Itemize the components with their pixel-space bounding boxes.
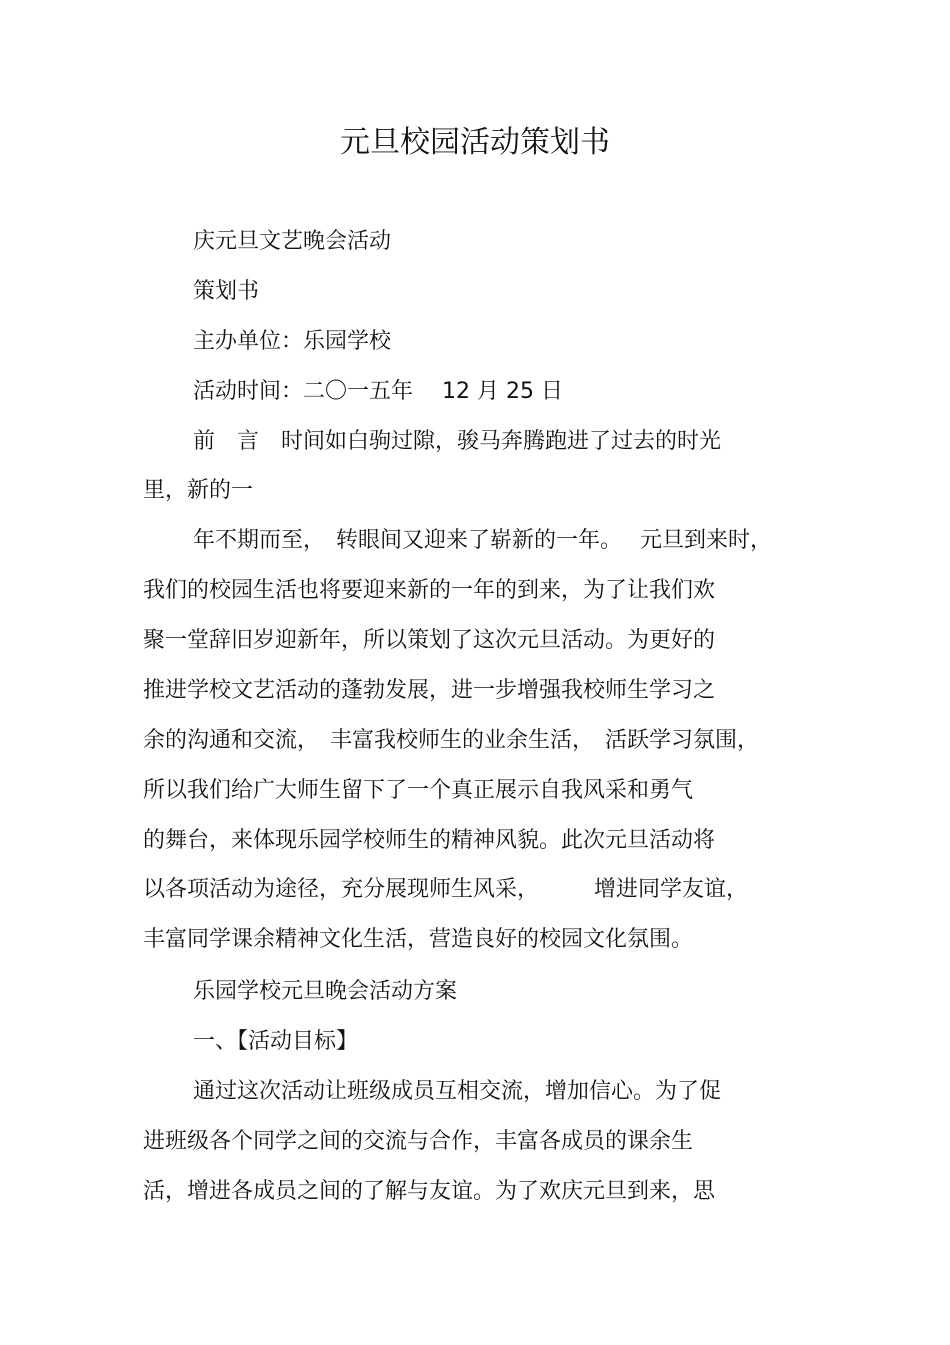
paragraph-line: 丰富同学课余精神文化生活，营造良好的校园文化氛围。 (143, 927, 694, 952)
paragraph-line: 前 言 时间如白驹过隙，骏马奔腾跑进了过去的时光 (193, 429, 722, 454)
paragraph-line: 进班级各个同学之间的交流与合作，丰富各成员的课余生 (143, 1129, 694, 1154)
paragraph-line: 活，增进各成员之间的了解与友谊。为了欢庆元旦到来，思 (143, 1179, 716, 1204)
document-title: 元旦校园活动策划书 (340, 125, 610, 160)
paragraph-line: 所以我们给广大师生留下了一个真正展示自我风采和勇气 (143, 778, 694, 803)
section-heading: 一、【活动目标】 (193, 1029, 359, 1054)
paragraph-line: 年不期而至， 转眼间又迎来了崭新的一年。 元旦到来时， (193, 528, 772, 553)
date-line: 活动时间：二〇一五年 12 月 25 日 (193, 379, 563, 404)
paragraph-line: 里，新的一 (143, 478, 254, 503)
subtitle-line: 策划书 (193, 279, 260, 304)
subtitle-line: 庆元旦文艺晚会活动 (193, 229, 392, 254)
paragraph-line: 通过这次活动让班级成员互相交流，增加信心。为了促 (193, 1079, 722, 1104)
paragraph-line: 的舞台，来体现乐园学校师生的精神风貌。此次元旦活动将 (143, 828, 716, 853)
paragraph-line: 聚一堂辞旧岁迎新年，所以策划了这次元旦活动。为更好的 (143, 628, 716, 653)
paragraph-line: 以各项活动为途径，充分展现师生风采， 增进同学友谊， (143, 877, 749, 902)
paragraph-line: 余的沟通和交流， 丰富我校师生的业余生活， 活跃学习氛围， (143, 728, 760, 753)
organizer-line: 主办单位：乐园学校 (193, 329, 392, 354)
section-heading: 乐园学校元旦晚会活动方案 (193, 979, 458, 1004)
paragraph-line: 推进学校文艺活动的蓬勃发展，进一步增强我校师生学习之 (143, 678, 716, 703)
paragraph-line: 我们的校园生活也将要迎来新的一年的到来，为了让我们欢 (143, 578, 716, 603)
